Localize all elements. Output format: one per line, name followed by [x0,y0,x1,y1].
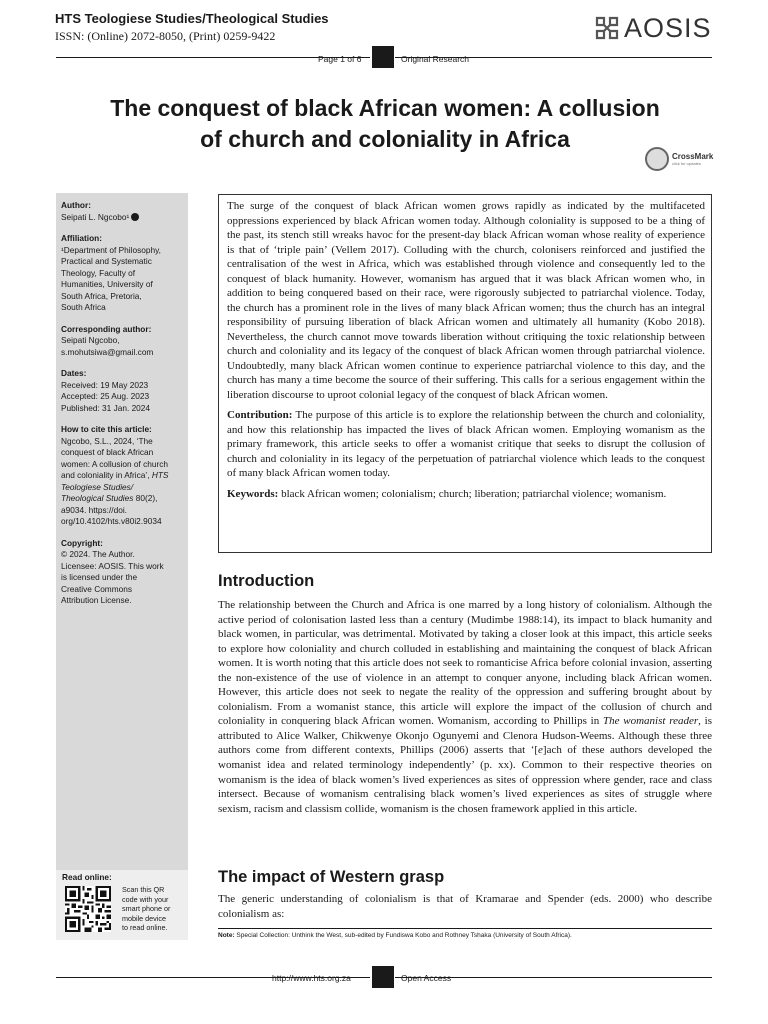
read-online-heading: Read online: [62,872,112,882]
affiliation-line: ¹Department of Philosophy, [61,244,161,255]
article-title-line-1: The conquest of black African women: A collusion [110,95,660,121]
footer-black-square [372,966,394,988]
affiliation-block [61,233,185,314]
date-published: Published: 31 Jan. 2024 [61,402,151,413]
intro-text: The relationship between the Church and Africa is one marred by a long history of colonialism. Although the active period of colonisation lasted less than a century (Mudimbe 1988:14), its impact to black humanity and black women, in particular, was detrimental. Motivated by taking a closer look at this impact, this article seeks to explore how coloniality and church colluded in establishing and maintaining the conquest of black African women. It is worth noting that this article does not seek to romanticise Africa before colonial invasion, asserting the non-existence of the use of violence in an attempt to conquer anyone, including black African women. However, this article does not seek to negate the reality of the oppression and suffering brought about by colonialism. From a womanist stance, this article will explore the impact of the collusion of church and coloniality in conquering black African women. Womanism, according to Phillips in [218,599,712,728]
special-collection-note [218,932,572,939]
crossmark-badge[interactable] [645,147,713,171]
dates-heading: Dates: [61,368,87,378]
crossmark-label: CrossMark [672,152,714,161]
journal-url-link[interactable]: http://www.hts.org.za [272,973,351,983]
date-accepted: Accepted: 25 Aug. 2023 [61,391,150,401]
cite-journal: Theological Studies [61,493,134,503]
article-title-line-2: of church and coloniality in Africa [200,126,570,152]
qr-code-graphic [65,886,111,932]
note-label: Note: [218,932,235,939]
issn: ISSN: (Online) 2072-8050, (Print) 0259-9422 [55,29,276,43]
author-heading: Author: [61,200,91,210]
author-block [61,200,185,223]
cite-journal: HTS [151,470,169,480]
intro-text: ]ach of these authors developed the womanist idea and related terminology independently’ (p. xx). Common to their respective theories on womanism is the idea of black women’s lived experiences as sites of oppression where gender, race and class intersect. Because of womanism centralising black women’s lived experiences as sites of struggle where sexism, racism and classism collide, womanism is the chosen framework applied in this article. [218,744,713,815]
copyright-line: © 2024. The Author. [61,549,135,559]
book-title: The womanist reader [603,715,699,728]
cite-doi-link[interactable]: a9034. https://doi. [61,504,127,515]
affiliation-line: South Africa, Pretoria, [61,290,142,301]
contribution-text: The purpose of this article is to explore the relationship between the church and coloniality, and how this relationship has impacted the lives of black African women. Employing womanism as the primary framework, this article seeks to offer a womanist critique that seeks to disrupt the collusion of church and coloniality in its legacy of the perpetuation of patriarchal violence which leads to the conquest of many black African women today. [227,409,705,479]
corresponding-name: Seipati Ngcobo, [61,335,120,345]
page-info: Page 1 of 6 [318,54,362,64]
copyright-line: Creative Commons [61,583,133,594]
affiliation-line: South Africa [61,302,106,312]
crossmark-sub: click for updates [672,161,701,166]
cite-heading: How to cite this article: [61,424,152,434]
qr-code-icon[interactable] [65,886,111,932]
affiliation-line: Humanities, University of [61,279,153,289]
introduction-heading: Introduction [218,572,315,590]
qr-note-line: to read online. [122,923,168,932]
read-online-panel [56,870,188,940]
intro-text: , is attributed to Alice Walker, Chikwenye Okonjo Ogunyemi and Clenora Hudson-Weems. Although these three authors come from different contexts, Phillips (2006) asserts that ‘[ [218,715,712,757]
open-access-label: Open Access [401,973,452,983]
contribution-label: Contribution: [227,409,293,421]
copyright-heading: Copyright: [61,537,103,548]
copyright-line: is licensed under the [61,572,138,582]
cite-volume: 80(2), [133,493,158,503]
keywords-text: black African women; colonialism; church; liberation; patriarchal violence; womanism. [278,487,667,500]
introduction-paragraph [218,598,712,816]
note-text: Special Collection: Unthink the West, sub-edited by Fundiswa Kobo and Rothney Tshaka (University of South Africa). [234,932,572,939]
publisher-logo-text: AOSIS [624,13,712,43]
impact-paragraph: The generic understanding of colonialism is that of Kramarae and Spender (eds. 2000) who describe colonialism as: [218,893,712,920]
copyright-line: Licensee: AOSIS. This work [61,560,164,571]
aosis-logo-icon [594,15,620,41]
affiliation-line: Theology, Faculty of [61,267,136,278]
publisher-logo[interactable] [594,14,712,42]
abstract-text: The surge of the conquest of black African women grows rapidly as indicated by the multifaceted oppressions experienced by black African women today. Although coloniality is supposed to be a thing of the past, its stench still wreaks havoc for the present-day black African woman whose reality of experience is that of ‘triple pain’ (Vellem 2017). Colluding with the church, colonisers reinforced and justified the centralisation of the west in Africa, which was established through violence and consequently led to the conquest of black humanity. However, womanism has argued that it was black African women who, in addition to being conquered based on their race, were rigorously subjected to patriarchal violence. Today, the church has a prominent role in the lives of many black African women; thus the church has an integral responsibility of pursuing liberation of black African women and ultimately all humanity (Kobo 2018). Nevertheless, the church cannot move towards liberation without critiquing the toxic relationship between church and coloniality and its legacy of the conquest of black African women through patriarchal violence. Undoubtedly, many black African women continue to experience patriarchal violence to this day, and the church has many a time become the source of their suffering. This calls for a serious engagement within the liberation discourse to uproot colonial legacy of the conquest of black African women. [227,200,705,401]
cite-line: conquest of black African [61,447,154,457]
header-black-square [372,46,394,68]
article-info-sidebar [56,193,188,940]
corresponding-heading: Corresponding author: [61,323,152,334]
journal-title: HTS Teologiese Studies/Theological Studies [55,11,329,26]
cite-journal: Teologiese Studies/ [61,481,134,492]
affiliation-heading: Affiliation: [61,233,103,243]
article-type: Original Research [401,54,470,64]
copyright-block [61,538,185,607]
abstract-box [218,194,712,553]
qr-note-line: mobile device [122,913,166,923]
citation-block [61,424,185,528]
copyright-line: Attribution License. [61,595,132,605]
cite-line: women: A collusion of church [61,458,168,469]
cite-doi-link[interactable]: org/10.4102/hts.v80i2.9034 [61,516,162,526]
qr-note-line: code with your [122,894,169,904]
cite-line: Ngcobo, S.L., 2024, ‘The [61,435,153,446]
impact-heading: The impact of Western grasp [218,868,445,886]
author-name: Seipati L. Ngcobo¹ [61,211,130,222]
cite-line: and coloniality in Africa’, [61,470,150,480]
qr-note [122,885,170,933]
crossmark-icon [645,147,669,171]
keywords-label: Keywords: [227,487,279,500]
orcid-icon[interactable] [131,213,139,221]
qr-note-line: Scan this QR [122,885,165,894]
affiliation-line: Practical and Systematic [61,256,152,266]
contribution-paragraph [227,408,705,481]
keywords-paragraph [227,487,705,502]
qr-note-line: smart phone or [122,904,171,913]
dates-block [61,368,185,414]
article-title [60,93,710,155]
corresponding-author-block [61,324,185,359]
corresponding-email-link[interactable]: s.mohutsiwa@gmail.com [61,346,154,357]
note-rule [218,928,712,929]
date-received: Received: 19 May 2023 [61,379,149,390]
intro-text-italic: e [538,744,543,757]
